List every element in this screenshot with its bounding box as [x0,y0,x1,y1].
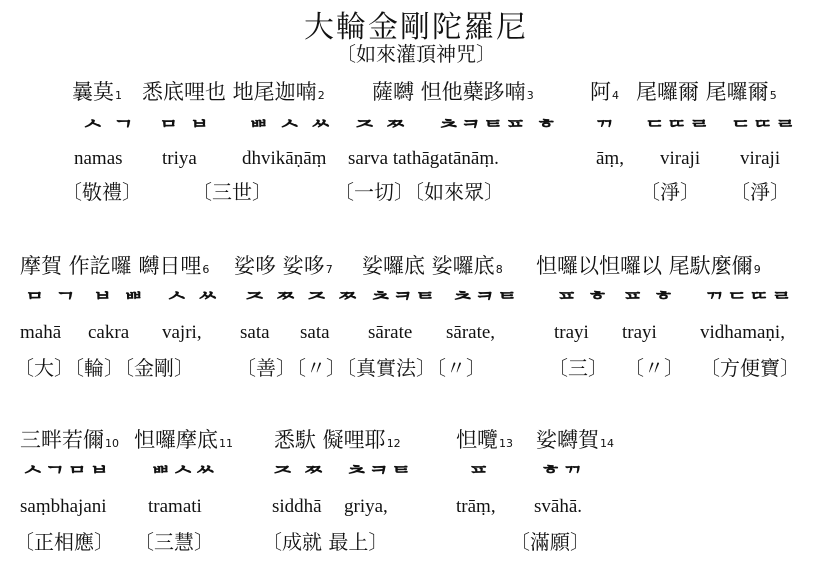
cjk-phrase: 曩莫1 [72,80,122,104]
roman-word: vajri, [162,322,202,343]
gloss: 〔三〕 [548,356,608,380]
siddham-glyphs: ᄑ ᄒ [622,291,676,316]
roman-word: namas [74,148,123,169]
roman-line-1 [0,148,832,174]
siddham-glyphs: ᄇ ᄈ [92,291,146,316]
gloss: 〔成就 最上〕 [262,530,389,554]
siddham-glyphs: ᄃᄄᄅ [644,119,711,144]
siddham-glyphs: ᄌ ᄍ [306,291,360,316]
siddham-glyphs: ᄑ ᄒ [556,291,610,316]
roman-word: sata [240,322,270,343]
siddham-glyphs: ᄒᄁ [540,465,585,490]
roman-word: sarva tathāgatānāṃ. [348,148,499,169]
roman-word: trāṃ, [456,496,496,517]
gloss: 〔善〕〔〃〕〔真實法〕〔〃〕 [236,356,486,380]
siddham-glyphs: ᄃᄄᄅ [730,119,797,144]
roman-word: trayi [554,322,589,343]
cjk-phrase: 娑哆 娑哆7 [234,254,333,278]
roman-word: tramati [148,496,202,517]
cjk-phrase: 怛囉以怛囉以 尾馱麼儞9 [536,254,761,278]
siddham-glyphs: ᄉᄀᄆᄇ [22,465,112,490]
gloss: 〔方便寶〕 [700,356,800,380]
roman-word: siddhā [272,496,322,517]
cjk-phrase: 怛囕13 [456,428,513,452]
document-subtitle: 〔如來灌頂神咒〕 [336,42,496,66]
siddham-line-2 [0,286,832,316]
siddham-glyphs: ᄈᄉᄊ [150,465,217,490]
siddham-glyphs: ᄌ ᄍ [354,119,408,144]
roman-word: mahā [20,322,62,343]
cjk-phrase: 娑嚩賀14 [536,428,614,452]
roman-word: vidhamaṇi, [700,322,785,343]
gloss: 〔一切〕〔如來眾〕 [334,180,504,204]
siddham-glyphs: ᄁ [594,119,617,144]
siddham-glyphs: ᄆ ᄇ [158,119,212,144]
cjk-phrase: 悉底哩也 地尾迦喃2 [142,80,325,104]
gloss: 〔三世〕 [192,180,272,204]
cjk-phrase: 摩賀 作訖囉 嚩日哩6 [20,254,210,278]
roman-word: saṃbhajani [20,496,107,517]
roman-line-3 [0,496,832,522]
siddham-glyphs: ᄁᄃᄄᄅ [704,291,794,316]
roman-word: sārate [368,322,413,343]
siddham-line-3 [0,460,832,490]
roman-word: viraji [740,148,781,169]
cjk-phrase: 尾囉爾 尾囉爾5 [636,80,777,104]
gloss: 〔淨〕 [640,180,700,204]
siddham-glyphs: ᄉ ᄀ [82,119,136,144]
siddham-glyphs: ᄉ ᄊ [166,291,220,316]
roman-word: cakra [88,322,130,343]
siddham-glyphs: ᄎᄏᄐ [370,291,437,316]
roman-word: griya, [344,496,388,517]
siddham-glyphs: ᄌ ᄍ [244,291,298,316]
gloss-line-3 [0,526,832,554]
roman-word: viraji [660,148,701,169]
gloss: 〔敬禮〕 [62,180,142,204]
cjk-phrase: 薩嚩 怛他蘗跢喃3 [372,80,534,104]
roman-word: svāhā. [534,496,583,517]
gloss: 〔大〕〔輪〕〔金剛〕 [14,356,194,380]
cjk-line-2 [0,250,832,278]
cjk-phrase: 怛囉摩底11 [134,428,233,452]
roman-word: dhvikāṇāṃ [242,148,327,169]
cjk-phrase: 三畔若儞10 [20,428,119,452]
siddham-glyphs: ᄎᄏᄐ [452,291,519,316]
siddham-glyphs: ᄆ ᄀ [24,291,78,316]
roman-word: triya [162,148,197,169]
gloss: 〔三慧〕 [134,530,214,554]
siddham-glyphs: ᄎᄏᄐᄑ ᄒ [438,119,558,144]
gloss: 〔〃〕 [624,356,684,380]
siddham-glyphs: ᄑ [468,465,491,490]
cjk-line-3 [0,424,832,452]
roman-word: sārate, [446,322,496,343]
gloss: 〔滿願〕 [510,530,590,554]
cjk-line-1 [0,76,832,104]
document-title: 大輪金剛陀羅尼 [304,10,528,45]
siddham-glyphs: ᄈ ᄉ ᄊ [248,119,333,144]
roman-word: sata [300,322,330,343]
roman-line-2 [0,322,832,348]
gloss-line-1 [0,176,832,204]
cjk-phrase: 娑囉底 娑囉底8 [362,254,503,278]
cjk-phrase: 悉馱 儗哩耶12 [274,428,401,452]
cjk-phrase: 阿4 [590,80,619,104]
siddham-glyphs: ᄎᄏᄐ [346,465,413,490]
gloss-line-2 [0,352,832,380]
siddham-glyphs: ᄌ ᄍ [272,465,326,490]
roman-word: āṃ, [596,148,624,169]
gloss: 〔正相應〕 [14,530,114,554]
roman-word: trayi [622,322,657,343]
siddham-line-1 [0,114,832,144]
gloss: 〔淨〕 [730,180,790,204]
